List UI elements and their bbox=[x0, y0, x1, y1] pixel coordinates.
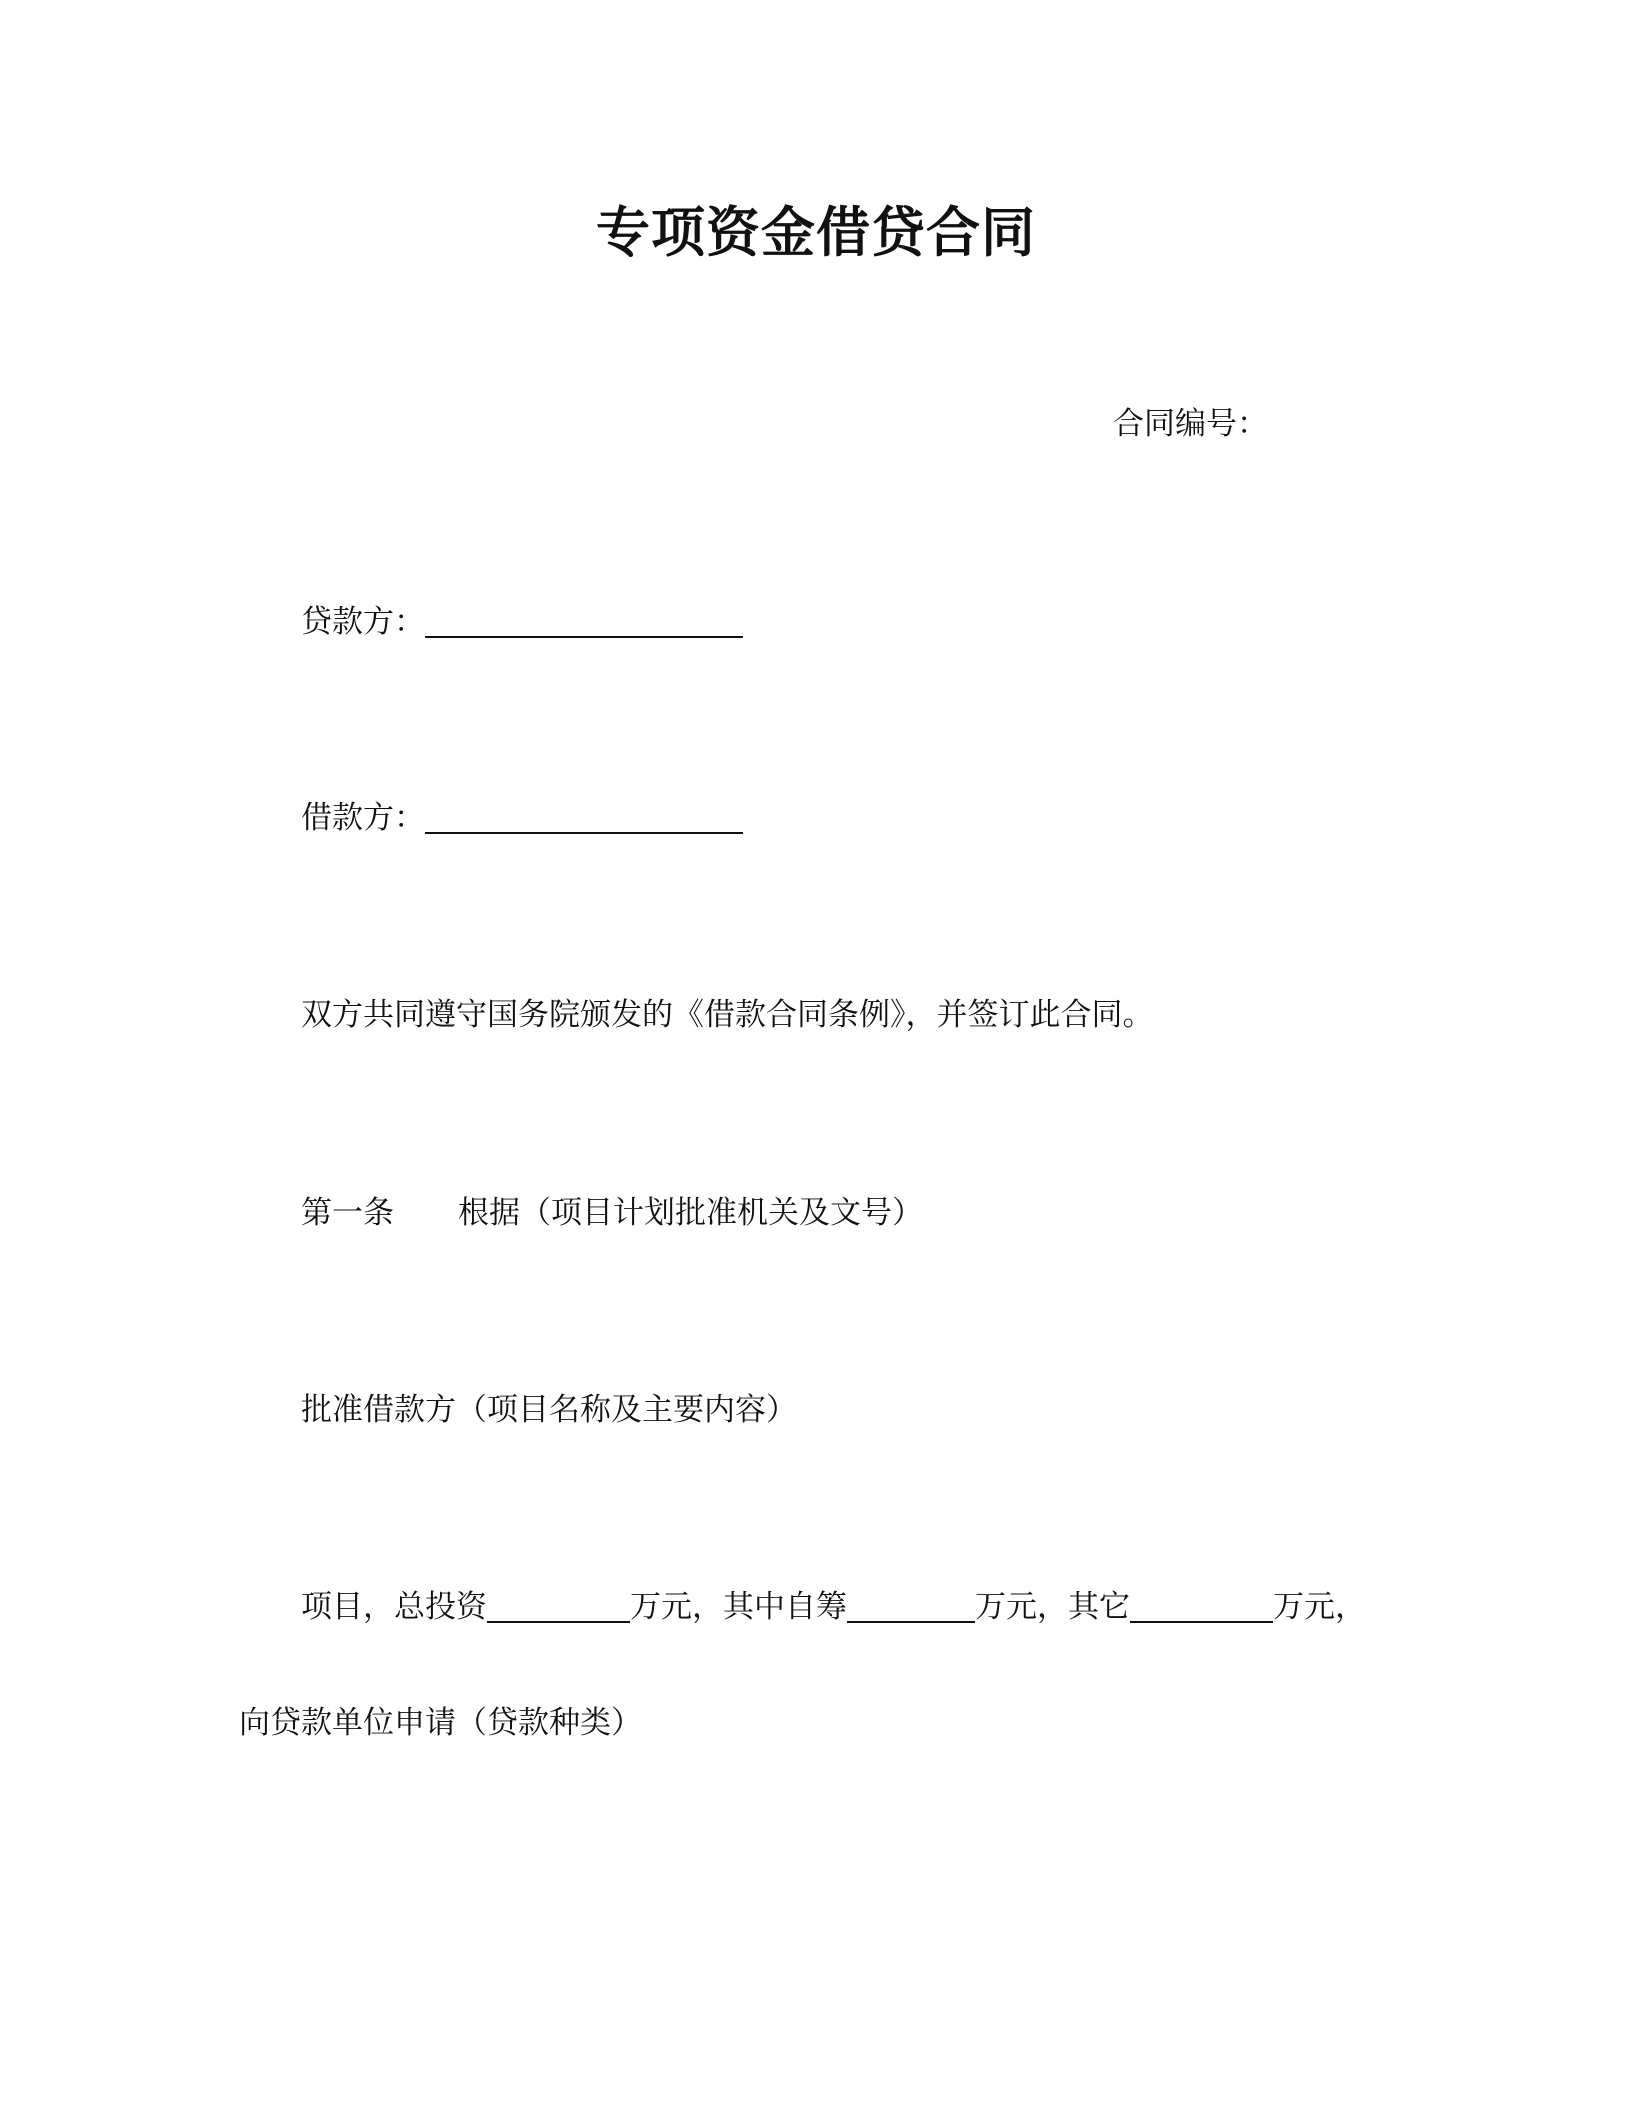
borrower-label: 借款方： bbox=[301, 800, 425, 836]
other-funds-blank[interactable] bbox=[1130, 1587, 1273, 1623]
contract-number-label: 合同编号： bbox=[1113, 406, 1268, 442]
project-text-1: 项目，总投资 bbox=[301, 1589, 487, 1625]
article-1-heading: 第一条 bbox=[301, 1195, 394, 1231]
document-title: 专项资金借贷合同 bbox=[596, 201, 1036, 264]
intro-paragraph: 双方共同遵守国务院颁发的《借款合同条例》，并签订此合同。 bbox=[301, 997, 1154, 1033]
borrower-line bbox=[301, 798, 743, 838]
total-investment-blank[interactable] bbox=[487, 1587, 630, 1623]
project-text-4: 万元， bbox=[1273, 1589, 1366, 1625]
article-1-line bbox=[301, 1193, 923, 1233]
self-raised-blank[interactable] bbox=[847, 1587, 975, 1623]
borrower-blank[interactable] bbox=[425, 798, 743, 834]
approve-paragraph: 批准借款方（项目名称及主要内容） bbox=[301, 1392, 797, 1428]
project-text-2: 万元，其中自筹 bbox=[630, 1589, 847, 1625]
project-investment-line bbox=[301, 1587, 1366, 1627]
apply-paragraph: 向贷款单位申请（贷款种类） bbox=[239, 1705, 642, 1741]
lender-label: 贷款方： bbox=[301, 604, 425, 640]
project-text-3: 万元，其它 bbox=[975, 1589, 1130, 1625]
lender-line bbox=[301, 602, 743, 642]
lender-blank[interactable] bbox=[425, 602, 743, 638]
article-1-text: 根据（项目计划批准机关及文号） bbox=[458, 1195, 923, 1231]
